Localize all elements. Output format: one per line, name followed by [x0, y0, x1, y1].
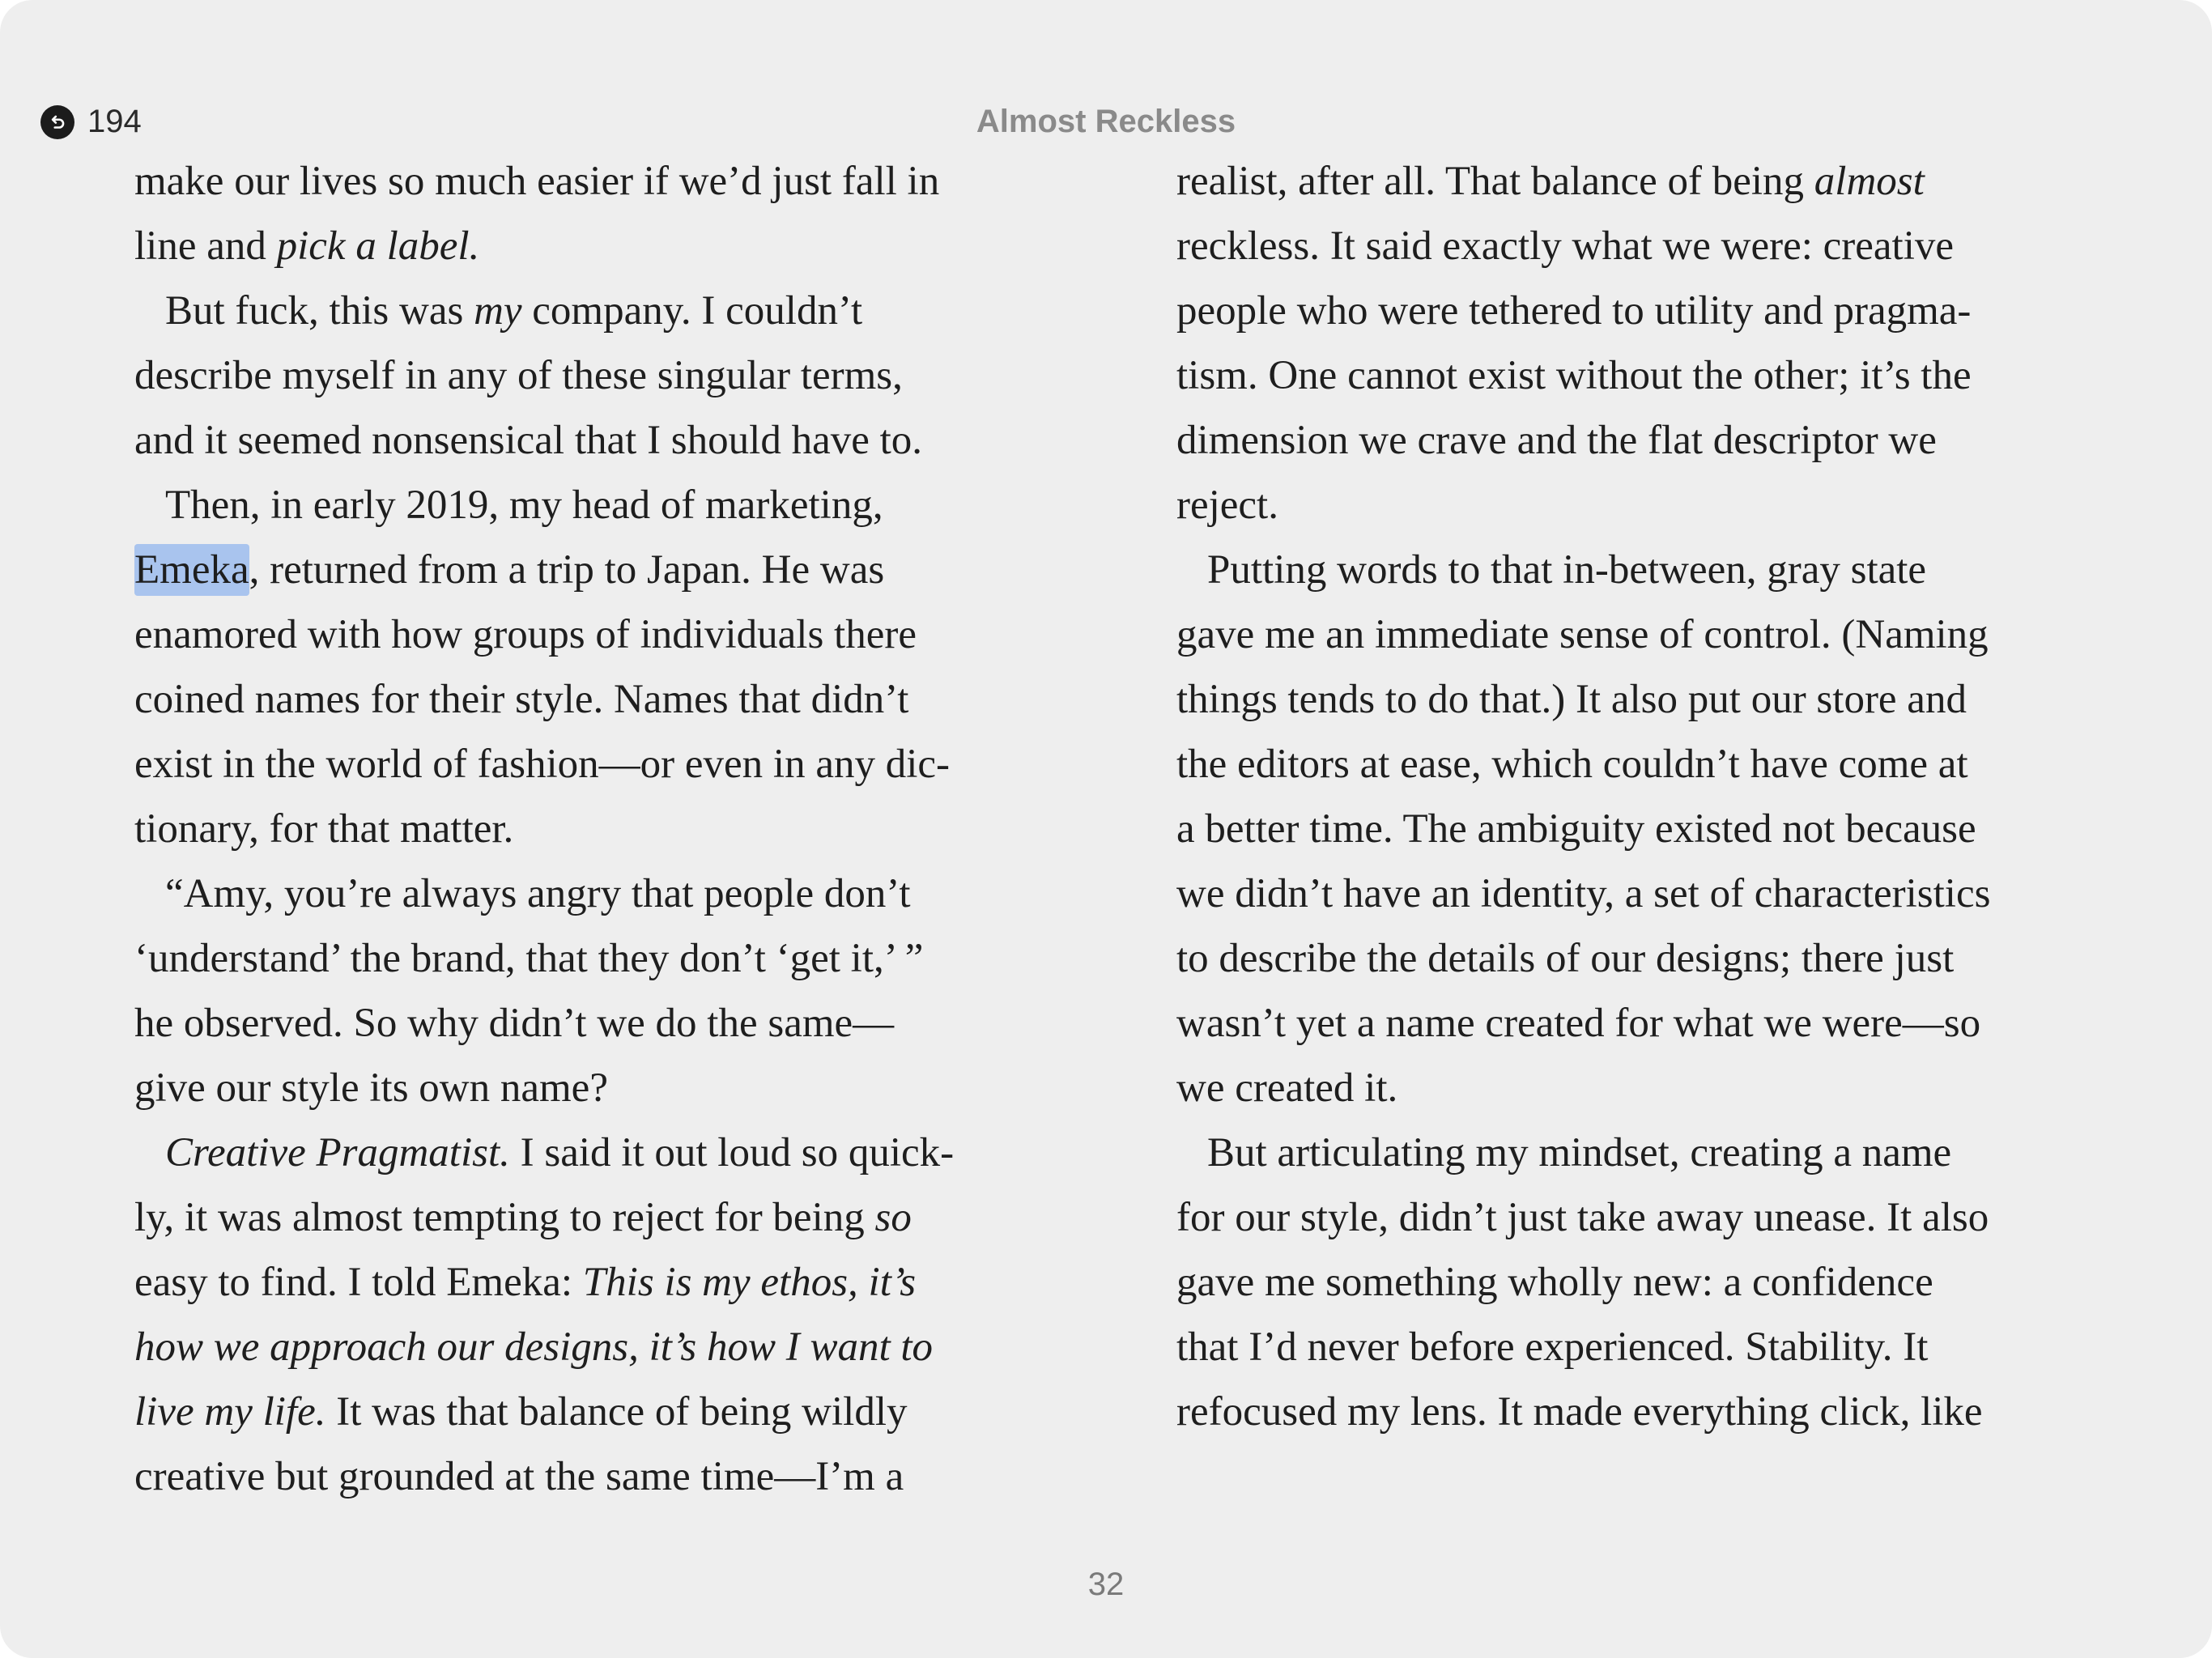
text-line: a better time. The ambiguity existed not because: [1176, 806, 1976, 852]
text-line: line and pick a label.: [134, 223, 480, 269]
text-line: he observed. So why didn’t we do the same—: [134, 1001, 895, 1046]
text-line: Then, in early 2019, my head of marketing,: [165, 483, 883, 528]
back-page-number: 194: [87, 104, 142, 139]
text-line: refocused my lens. It made everything click, like: [1176, 1389, 1983, 1435]
text-line: wasn’t yet a name created for what we were—so: [1176, 1001, 1981, 1046]
text-line: enamored with how groups of individuals there: [134, 612, 917, 657]
right-text-column: [1176, 149, 2083, 1444]
text-line: to describe the details of our designs; there just: [1176, 936, 1955, 981]
text-line: gave me an immediate sense of control. (Naming: [1176, 612, 1989, 657]
text-line: creative but grounded at the same time—I’m a: [134, 1454, 904, 1499]
text-line: realist, after all. That balance of being almost: [1176, 159, 1925, 204]
text-line: tionary, for that matter.: [134, 806, 514, 852]
text-line: Emeka, returned from a trip to Japan. He was: [134, 538, 1041, 602]
text-line: coined names for their style. Names that didn’t: [134, 677, 909, 722]
text-line: But articulating my mindset, creating a name: [1207, 1130, 1952, 1175]
text-line: for our style, didn’t just take away unease. It also: [1176, 1195, 1989, 1240]
text-line: live my life. It was that balance of being wildly: [134, 1389, 908, 1435]
text-line: we didn’t have an identity, a set of characteristics: [1176, 871, 1991, 916]
text-line: “Amy, you’re always angry that people don’t: [165, 871, 911, 916]
text-line: ly, it was almost tempting to reject for being so: [134, 1195, 912, 1240]
text-line: we created it.: [1176, 1065, 1398, 1111]
text-line: reject.: [1176, 483, 1278, 528]
text-line: easy to find. I told Emeka: This is my ethos, it’s: [134, 1260, 917, 1305]
text-line: gave me something wholly new: a confidence: [1176, 1260, 1933, 1305]
text-line: that I’d never before experienced. Stability. It: [1176, 1324, 1929, 1370]
text-line: Creative Pragmatist. I said it out loud so quick-: [165, 1130, 955, 1175]
text-line: Putting words to that in-between, gray state: [1207, 547, 1927, 593]
book-title: Almost Reckless: [976, 104, 1236, 139]
page-number: 32: [1087, 1567, 1125, 1602]
text-line: reckless. It said exactly what we were: creative: [1176, 223, 1955, 269]
text-line: give our style its own name?: [134, 1065, 608, 1111]
text-line: tism. One cannot exist without the other; it’s the: [1176, 353, 1972, 398]
text-line: the editors at ease, which couldn’t have come at: [1176, 742, 1968, 787]
text-line: and it seemed nonsensical that I should have to.: [134, 418, 923, 463]
text-line: people who were tethered to utility and pragma-: [1176, 288, 1972, 334]
text-line: how we approach our designs, it’s how I want to: [134, 1324, 934, 1370]
left-text-column: [134, 149, 1041, 1509]
highlighted-word[interactable]: Emeka: [134, 544, 249, 596]
text-line: make our lives so much easier if we’d just fall in: [134, 159, 940, 204]
text-line: describe myself in any of these singular terms,: [134, 353, 903, 398]
text-line: But fuck, this was my company. I couldn’t: [165, 288, 863, 334]
text-line: ‘understand’ the brand, that they don’t ‘get it,’ ”: [134, 936, 924, 981]
text-line: dimension we crave and the flat descriptor we: [1176, 418, 1937, 463]
text-line: exist in the world of fashion—or even in any dic-: [134, 742, 951, 787]
text-line: things tends to do that.) It also put our store and: [1176, 677, 1967, 722]
